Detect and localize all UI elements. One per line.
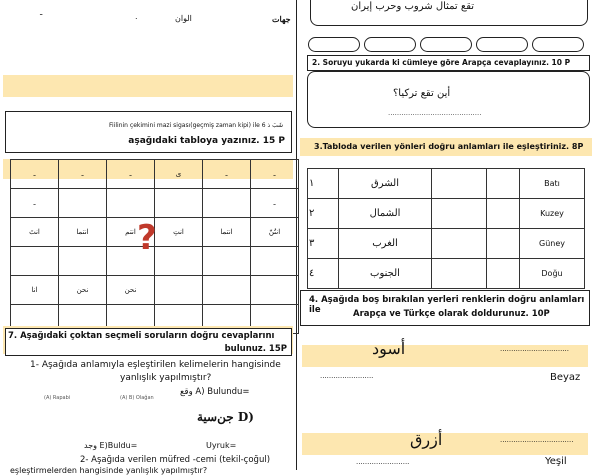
- match-blank[interactable]: [432, 199, 487, 229]
- grid-cell[interactable]: [11, 247, 59, 276]
- conjugation-instruction-line2: aşağıdaki tabloya yazınız. 15 P: [128, 136, 285, 146]
- section3-title: 3.Tabloda verilen yönleri doğru anlamları ile eşleştiriniz. 8P: [314, 142, 584, 151]
- match-arabic: الجنوب: [339, 259, 432, 289]
- header-dot: .: [135, 12, 138, 21]
- grid-cell[interactable]: ـ: [11, 189, 59, 218]
- grid-cell[interactable]: [203, 189, 251, 218]
- section4-line1: 4. Aşağıda boş bırakılan yerleri renklerin doğru anlamları ile: [309, 295, 585, 315]
- q1-option-d: جن‌سية D): [197, 410, 254, 424]
- match-blank[interactable]: [432, 229, 487, 259]
- grid-cell[interactable]: [155, 247, 203, 276]
- grid-cell[interactable]: ـ: [107, 160, 155, 189]
- grid-cell[interactable]: ى: [155, 160, 203, 189]
- yellow-band: [3, 75, 293, 97]
- grid-cell[interactable]: ـ: [251, 189, 299, 218]
- grid-cell[interactable]: [155, 189, 203, 218]
- grid-cell[interactable]: انتَ: [11, 218, 59, 247]
- color1-arabic: أسود: [372, 339, 406, 358]
- header-word-1: الوان: [175, 14, 192, 23]
- match-row: [308, 259, 585, 289]
- conjugation-instruction-line1: Fiilinin çekimini mazi sigası(geçmiş zaman kipi) ile 6 شَبَ ذ: [109, 122, 283, 129]
- question-mark-icon: ?: [137, 218, 157, 258]
- grid-cell[interactable]: ـ: [11, 160, 59, 189]
- grid-cell[interactable]: [155, 276, 203, 305]
- match-blank[interactable]: [487, 229, 520, 259]
- answer-box[interactable]: [308, 37, 360, 52]
- match-arabic: الغرب: [339, 229, 432, 259]
- dotted-box-row: [308, 37, 588, 52]
- top-sentence: تقع تمثال شروب وحرب إيران: [351, 1, 475, 12]
- color2-arabic: أزرق: [410, 430, 443, 449]
- section4-box: [300, 290, 590, 326]
- q2-answer-box: [307, 71, 590, 128]
- q2-instruction-box: [307, 55, 590, 71]
- grid-cell[interactable]: [251, 247, 299, 276]
- section4-line2: Arapça ve Türkçe olarak doldurunuz. 10P: [353, 309, 550, 319]
- section7-line1: 7. Aşağıdaki çoktan seçmeli soruların doğru cevaplarını: [8, 331, 275, 341]
- match-row: [308, 199, 585, 229]
- grid-cell[interactable]: نحن: [107, 276, 155, 305]
- q2-line: 2- Aşağıda verilen müfred -cemi (tekil-çoğul): [80, 455, 271, 465]
- grid-cell[interactable]: ـ: [203, 160, 251, 189]
- grid-cell[interactable]: ـ: [59, 160, 107, 189]
- grid-cell[interactable]: [203, 247, 251, 276]
- sentence-box: [310, 0, 588, 26]
- q2-instruction: 2. Soruyu yukarda ki cümleye göre Arapça cevaplayınız. 10 P: [312, 58, 571, 67]
- q1-tag-1: (A) Rapabi: [44, 395, 71, 401]
- color2-turkish: Yeşil: [545, 456, 567, 467]
- section7-box: [5, 328, 292, 356]
- match-blank[interactable]: [487, 169, 520, 199]
- grid-cell[interactable]: [59, 247, 107, 276]
- match-blank[interactable]: [432, 169, 487, 199]
- match-arabic: الشرق: [339, 169, 432, 199]
- grid-cell[interactable]: انا: [11, 276, 59, 305]
- section3-band: [300, 138, 592, 156]
- match-num: ٣: [308, 229, 339, 259]
- grid-cell[interactable]: [59, 189, 107, 218]
- match-turkish: Kuzey: [520, 199, 585, 229]
- match-row: [308, 169, 585, 199]
- color2-dots-left: ........................: [356, 458, 410, 466]
- grid-cell[interactable]: انتِ: [155, 218, 203, 247]
- match-turkish: Güney: [520, 229, 585, 259]
- header-word-2: جهات: [272, 14, 291, 24]
- grid-cell[interactable]: [203, 276, 251, 305]
- match-blank[interactable]: [487, 259, 520, 289]
- match-turkish: Doğu: [520, 259, 585, 289]
- answer-box[interactable]: [532, 37, 584, 52]
- color2-dots: .................................: [500, 436, 574, 444]
- color1-dots: ...............................: [500, 345, 569, 353]
- grid-cell[interactable]: انتما: [59, 218, 107, 247]
- direction-match-table: [307, 168, 585, 289]
- q1-line1: 1- Aşağıda anlamıyla eşleştirilen kelimelerin hangisinde: [30, 360, 281, 370]
- grid-row: [11, 189, 299, 218]
- q2-cut-line: eşleştirmelerden hangisinde yanlışlık yapılmıştır?: [10, 466, 208, 475]
- grid-cell[interactable]: [107, 189, 155, 218]
- section7-line2: bulunuz. 15P: [224, 344, 287, 354]
- grid-cell[interactable]: نحن: [59, 276, 107, 305]
- q1-option-a: وقع A) Bulundu=: [180, 387, 250, 397]
- grid-cell[interactable]: انتُنّ: [251, 218, 299, 247]
- header-mark: ـ: [40, 8, 43, 17]
- grid-cell[interactable]: [251, 276, 299, 305]
- color1-dots-left: ........................: [320, 372, 374, 380]
- q1-line2: yanlışlık yapılmıştır?: [120, 373, 212, 383]
- match-num: ٢: [308, 199, 339, 229]
- match-num: ١: [308, 169, 339, 199]
- q1-option-e: وجد E)Buldu=: [84, 441, 138, 450]
- match-num: ٤: [308, 259, 339, 289]
- match-arabic: الشمال: [339, 199, 432, 229]
- answer-box[interactable]: [476, 37, 528, 52]
- grid-row: [11, 160, 299, 189]
- match-blank[interactable]: [432, 259, 487, 289]
- q2-question: أين تقع تركيا؟: [393, 88, 451, 99]
- conjugation-instruction-box: [5, 111, 292, 153]
- match-row: [308, 229, 585, 259]
- grid-cell[interactable]: ـ: [251, 160, 299, 189]
- q1-option-uyruk: Uyruk=: [206, 441, 237, 450]
- grid-cell[interactable]: انتم: [107, 218, 155, 247]
- color1-turkish: Beyaz: [550, 372, 581, 383]
- q1-tag-2: (A) B) Olağan: [120, 395, 154, 401]
- match-turkish: Batı: [520, 169, 585, 199]
- match-blank[interactable]: [487, 199, 520, 229]
- q2-dots: ..........................................: [388, 109, 482, 117]
- grid-row: [11, 276, 299, 305]
- answer-box[interactable]: [420, 37, 472, 52]
- answer-box[interactable]: [364, 37, 416, 52]
- grid-cell[interactable]: انتما: [203, 218, 251, 247]
